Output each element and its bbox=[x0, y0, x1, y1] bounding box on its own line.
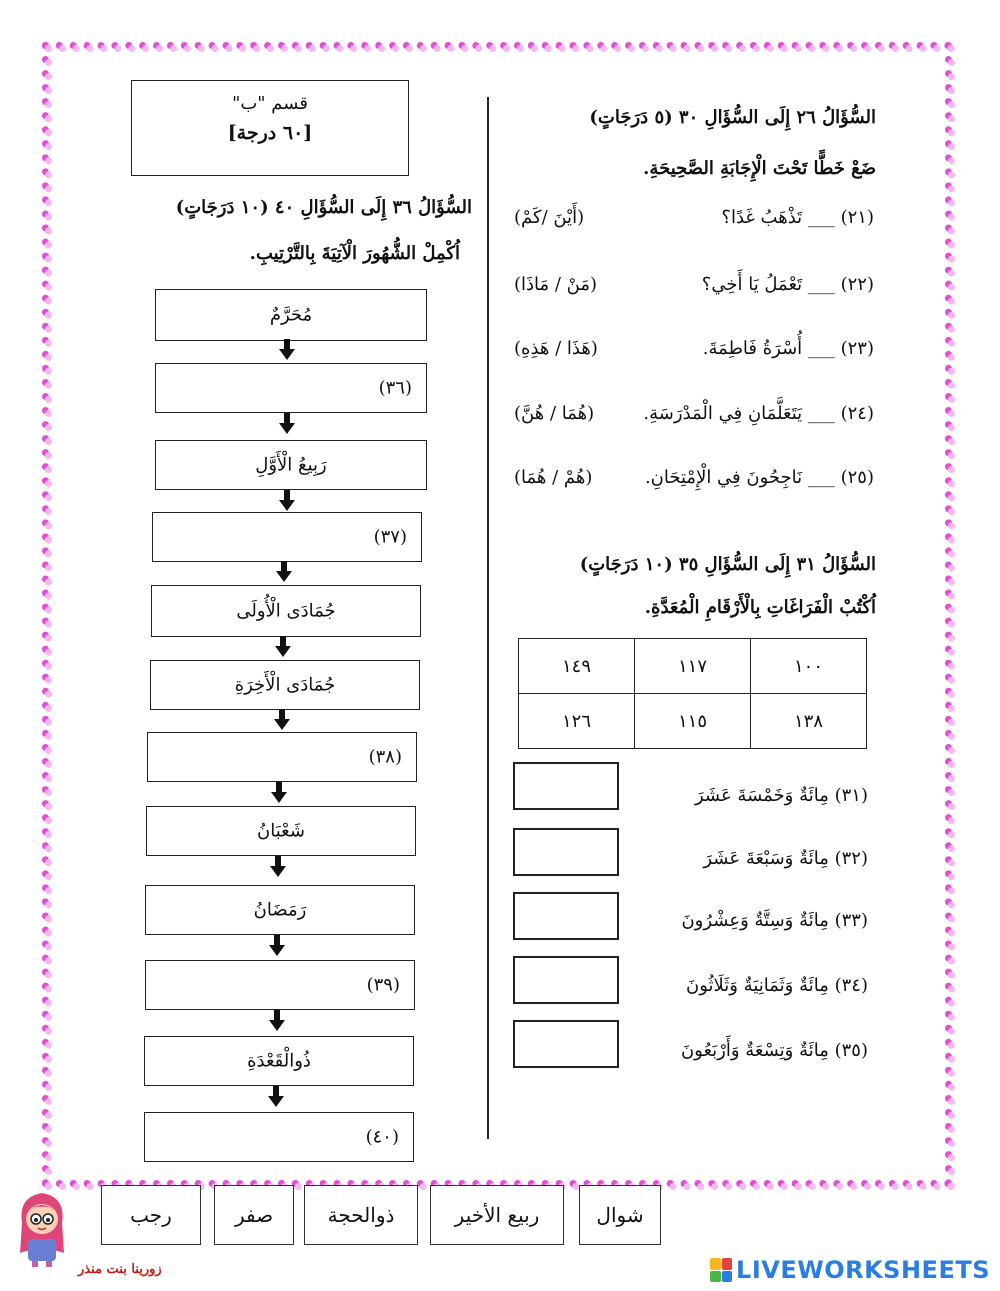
month-jumada-akhira bbox=[150, 660, 420, 710]
month-blank-38[interactable] bbox=[147, 732, 417, 782]
blank-label: (٣٩) bbox=[366, 974, 400, 996]
question-text: (٢٣) ___ أُسْرَةُ فَاطِمَةَ. bbox=[702, 338, 874, 359]
down-arrow-icon bbox=[275, 636, 291, 658]
blank-label: (٣٦) bbox=[378, 377, 412, 399]
question-23 bbox=[514, 338, 874, 370]
section1-heading: السُّؤَالُ ٢٦ إِلَى السُّؤَالِ ٣٠ (٥ دَرَجَاتٍ) bbox=[589, 107, 876, 128]
question-options[interactable]: (هُمْ / هُمَا) bbox=[514, 467, 593, 488]
question-22 bbox=[514, 274, 874, 306]
month-label: جُمَادَى الْأَخِرَةِ bbox=[234, 674, 336, 696]
section3-heading: السُّؤَالُ ٣٦ إِلَى السُّؤَالِ ٤٠ (١٠ دَرَجَاتٍ) bbox=[175, 197, 472, 218]
answer-box-32[interactable] bbox=[513, 828, 619, 876]
table-cell: ١١٥ bbox=[635, 694, 751, 749]
down-arrow-icon bbox=[274, 709, 290, 731]
numbers-table bbox=[518, 638, 867, 749]
month-blank-39[interactable] bbox=[145, 960, 415, 1010]
drag-item-safar[interactable]: صفر bbox=[214, 1185, 294, 1245]
brand-wordmark: LIVEWORKSHEETS bbox=[736, 1256, 990, 1284]
answer-box-31[interactable] bbox=[513, 762, 619, 810]
month-label: رَمَضَانُ bbox=[253, 899, 307, 921]
section2-heading: السُّؤَالُ ٣١ إِلَى السُّؤَالِ ٣٥ (١٠ دَرَجَاتٍ) bbox=[579, 554, 876, 575]
down-arrow-icon bbox=[269, 1010, 285, 1032]
question-options[interactable]: (أَيْنَ /كَمْ) bbox=[514, 207, 585, 228]
down-arrow-icon bbox=[269, 935, 285, 957]
question-24 bbox=[514, 403, 874, 435]
blank-label: (٤٠) bbox=[365, 1126, 399, 1148]
author-name: زورينا بنت منذر bbox=[78, 1262, 162, 1277]
month-rabi-awwal bbox=[155, 440, 427, 490]
month-ramadan bbox=[145, 885, 415, 935]
question-options[interactable]: (مَنْ / مَاذَا) bbox=[514, 274, 598, 295]
number-question-33: (٣٣) مِائَةٌ وَسِتَّةٌ وَعِشْرُونَ bbox=[681, 910, 868, 931]
section3-instruction: اُكْمِلْ الشُّهُورَ الْآتِيَةَ بِالتَّرْتِيبِ. bbox=[249, 243, 460, 264]
down-arrow-icon bbox=[271, 782, 287, 804]
month-label: شَعْبَانُ bbox=[257, 820, 305, 842]
down-arrow-icon bbox=[268, 1086, 284, 1108]
month-label: ذُوالْقَعْدَةِ bbox=[247, 1050, 311, 1072]
down-arrow-icon bbox=[279, 490, 295, 512]
down-arrow-icon bbox=[276, 561, 292, 583]
question-options[interactable]: (هَذَا / هَذِهِ) bbox=[514, 338, 598, 359]
liveworksheets-logo bbox=[710, 1255, 990, 1285]
blank-label: (٣٨) bbox=[368, 746, 402, 768]
table-cell: ١٤٩ bbox=[519, 639, 635, 694]
drag-item-rajab[interactable]: رجب bbox=[101, 1185, 201, 1245]
question-text: (٢٤) ___ يَتَعَلَّمَانِ فِي الْمَدْرَسَةِ. bbox=[643, 403, 874, 424]
number-question-34: (٣٤) مِائَةٌ وَثَمَانِيَةٌ وَثَلَاثُونَ bbox=[685, 975, 868, 996]
question-21 bbox=[514, 207, 874, 239]
month-blank-36[interactable] bbox=[155, 363, 427, 413]
down-arrow-icon bbox=[279, 413, 295, 435]
question-options[interactable]: (هُمَا / هُنَّ) bbox=[514, 403, 595, 424]
logo-badge-icon bbox=[710, 1258, 732, 1282]
answer-box-34[interactable] bbox=[513, 956, 619, 1004]
author-avatar-icon bbox=[10, 1183, 74, 1267]
number-question-35: (٣٥) مِائَةٌ وَتِسْعَةٌ وَأَرْبَعُونَ bbox=[680, 1040, 868, 1061]
answer-box-35[interactable] bbox=[513, 1020, 619, 1068]
section2-instruction: اُكْتُبْ الْفَرَاغَاتِ بِالْأَرْقَامِ الْمُعَدَّةِ. bbox=[644, 597, 876, 618]
table-cell: ١٢٦ bbox=[519, 694, 635, 749]
question-text: (٢١) ___ تَذْهَبُ غَدًا؟ bbox=[721, 207, 874, 228]
month-muharram bbox=[155, 289, 427, 341]
month-label: جُمَادَى الْأُولَى bbox=[236, 600, 336, 622]
column-divider bbox=[487, 97, 489, 1139]
month-blank-37[interactable] bbox=[152, 512, 422, 562]
number-question-32: (٣٢) مِائَةٌ وَسَبْعَةَ عَشَرَ bbox=[703, 848, 868, 869]
section1-instruction: ضَعْ خَطًّا تَحْتَ الْإِجَابَةِ الصَّحِيحَةِ. bbox=[643, 158, 876, 179]
question-25 bbox=[514, 467, 874, 499]
number-question-31: (٣١) مِائَةٌ وَخَمْسَةَ عَشَرَ bbox=[694, 785, 868, 806]
drag-item-dhul-hijjah[interactable]: ذوالحجة bbox=[304, 1185, 418, 1245]
table-cell: ١٠٠ bbox=[751, 639, 867, 694]
question-text: (٢٢) ___ تَعْمَلُ يَا أَخِي؟ bbox=[701, 274, 874, 295]
month-label: مُحَرَّمٌ bbox=[269, 304, 313, 326]
month-dhul-qadah bbox=[144, 1036, 414, 1086]
section-b-marks: [٦٠ درجة] bbox=[227, 122, 313, 144]
section-b-title: قسم "ب" bbox=[232, 93, 308, 114]
month-shaban bbox=[146, 806, 416, 856]
answer-box-33[interactable] bbox=[513, 892, 619, 940]
down-arrow-icon bbox=[279, 339, 295, 361]
month-blank-40[interactable] bbox=[144, 1112, 414, 1162]
question-text: (٢٥) ___ نَاجِحُونَ فِي الْإِمْتِحَانِ. bbox=[644, 467, 874, 488]
table-cell: ١٣٨ bbox=[751, 694, 867, 749]
month-jumada-ula bbox=[151, 585, 421, 637]
table-cell: ١١٧ bbox=[635, 639, 751, 694]
section-b-box bbox=[131, 80, 409, 176]
down-arrow-icon bbox=[270, 856, 286, 878]
month-label: رَبِيعُ الْأَوَّلِ bbox=[255, 454, 327, 476]
drag-item-shawwal[interactable]: شوال bbox=[579, 1185, 661, 1245]
drag-item-rabi-akhir[interactable]: ربيع الأخير bbox=[430, 1185, 564, 1245]
blank-label: (٣٧) bbox=[373, 526, 407, 548]
